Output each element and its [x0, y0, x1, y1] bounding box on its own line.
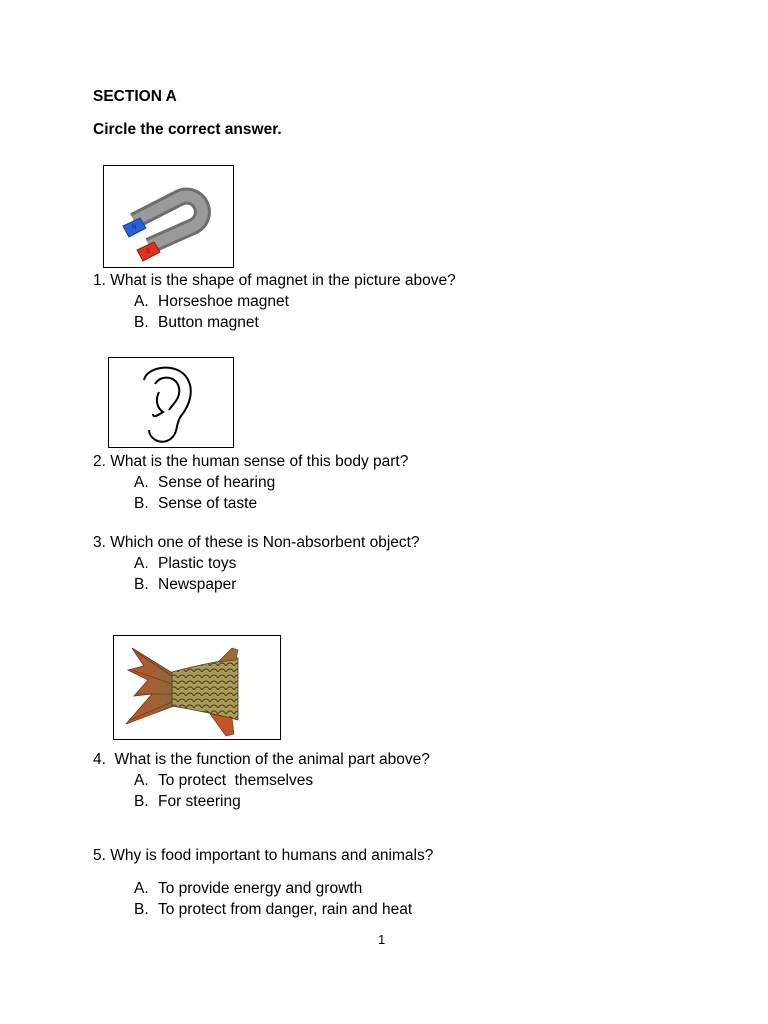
question-3-text: Which one of these is Non-absorbent object? — [110, 534, 420, 551]
question-4-text: What is the function of the animal part above? — [110, 751, 430, 768]
question-2-number: 2. — [93, 453, 106, 470]
question-2-option-b[interactable]: B. Sense of taste — [134, 495, 258, 512]
question-4-option-a[interactable]: A. To protect themselves — [134, 772, 314, 789]
fish-tail-icon — [114, 636, 280, 739]
section-title: SECTION A — [93, 88, 177, 105]
svg-text:N: N — [132, 225, 137, 231]
question-5 — [93, 847, 433, 865]
question-5-text: Why is food important to humans and animals? — [110, 847, 434, 864]
question-3 — [93, 534, 420, 552]
question-5-option-b[interactable]: B. To protect from danger, rain and heat — [134, 901, 413, 918]
horseshoe-magnet-icon — [104, 166, 233, 267]
question-3-option-b[interactable]: B. Newspaper — [134, 576, 237, 593]
fish-tail-picture-frame — [113, 635, 281, 740]
question-1-option-a[interactable]: A. Horseshoe magnet — [134, 293, 289, 310]
question-1 — [93, 272, 456, 290]
svg-text:S: S — [146, 249, 151, 255]
page-number: 1 — [378, 932, 386, 947]
question-3-option-a[interactable]: A. Plastic toys — [134, 555, 237, 572]
question-1-option-b[interactable]: B. Button magnet — [134, 314, 259, 331]
question-2 — [93, 453, 408, 471]
question-4-number: 4. — [93, 751, 106, 768]
instruction-text: Circle the correct answer. — [93, 121, 282, 138]
question-2-option-a[interactable]: A. Sense of hearing — [134, 474, 276, 491]
question-1-number: 1. — [93, 272, 106, 289]
ear-picture-frame — [108, 357, 234, 448]
question-4 — [93, 751, 430, 769]
question-1-text: What is the shape of magnet in the picture above? — [110, 272, 456, 289]
question-3-number: 3. — [93, 534, 106, 551]
question-5-option-a[interactable]: A. To provide energy and growth — [134, 880, 363, 897]
ear-icon — [109, 358, 233, 447]
question-5-number: 5. — [93, 847, 106, 864]
magnet-picture-frame — [103, 165, 234, 268]
question-2-text: What is the human sense of this body part? — [110, 453, 409, 470]
question-4-option-b[interactable]: B. For steering — [134, 793, 241, 810]
